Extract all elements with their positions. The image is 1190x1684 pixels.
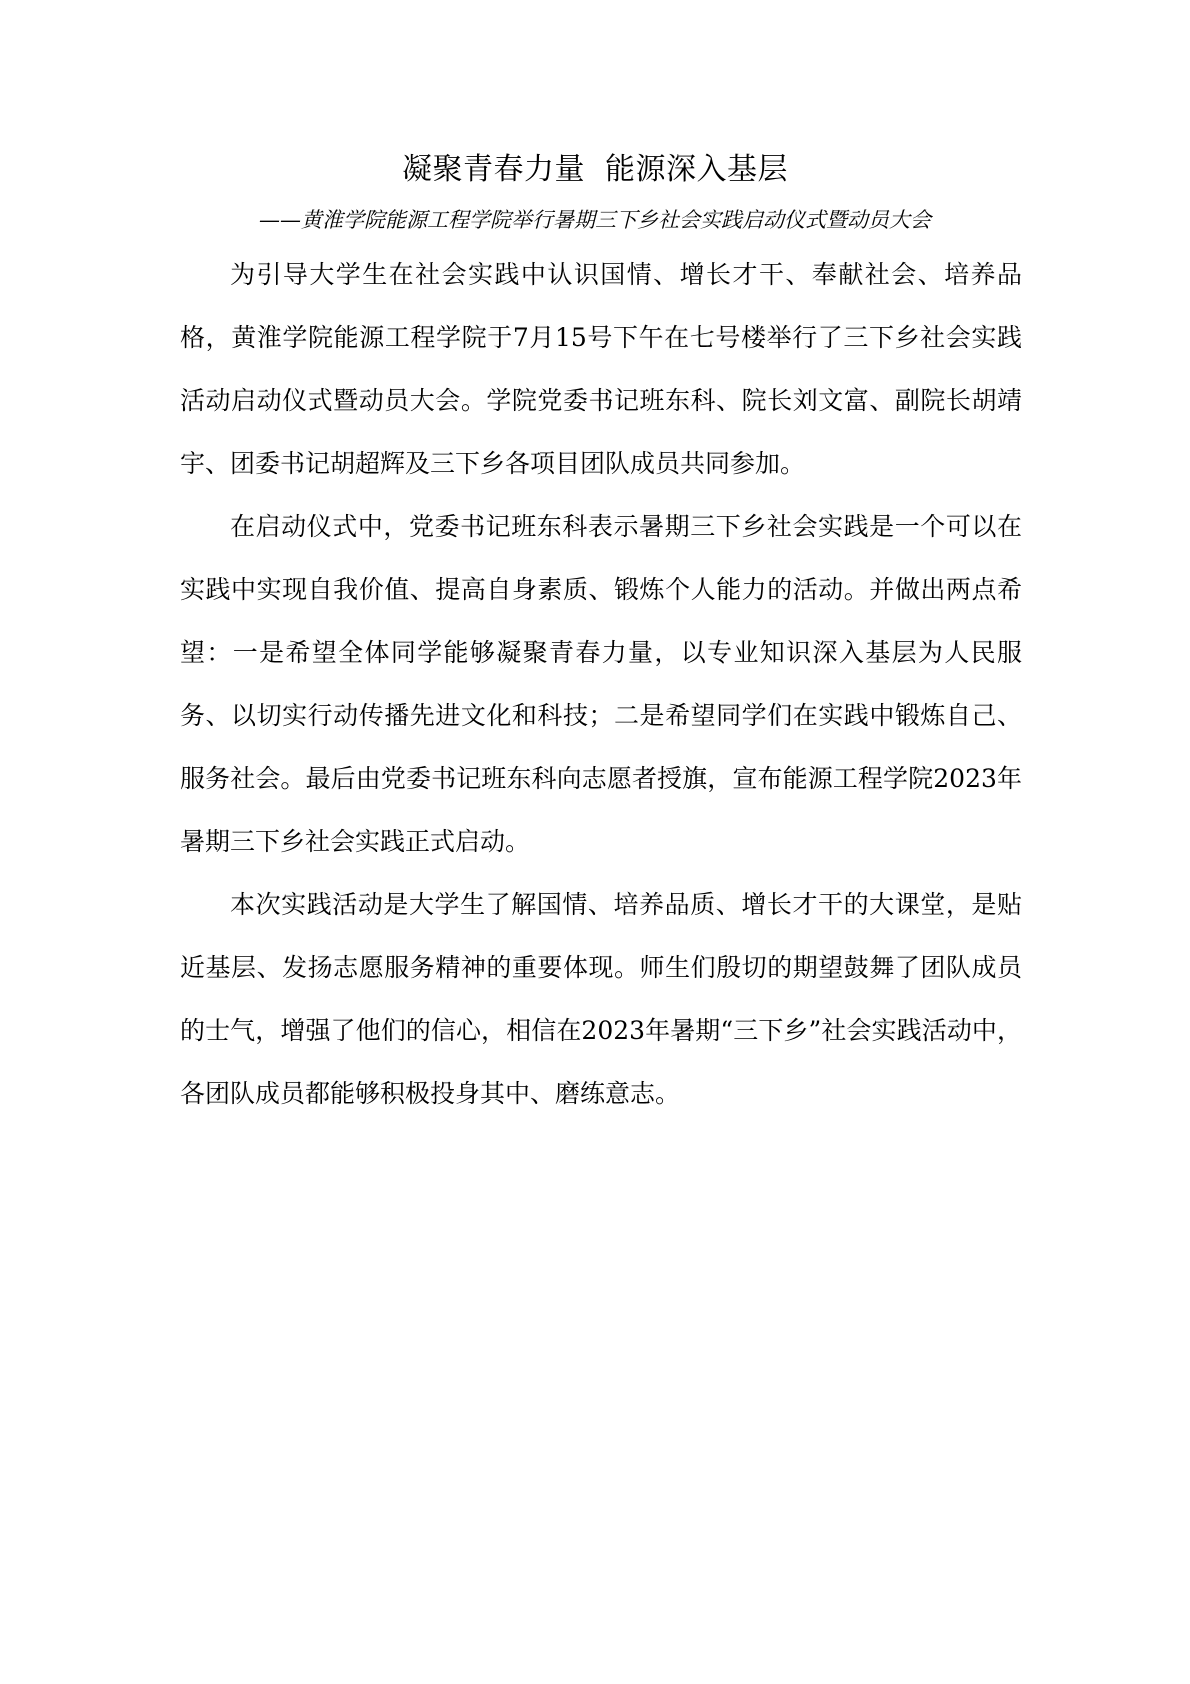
document-title: 凝聚青春力量 能源深入基层 (401, 152, 789, 187)
body-paragraph: 在启动仪式中，党委书记班东科表示暑期三下乡社会实践是一个可以在实践中实现自我价值、提高自身素质、锻炼个人能力的活动。并做出两点希望：一是希望全体同学能够凝聚青春力量，以专业知识深入基层为人民服务、以切实行动传播先进文化和科技；二是希望同学们在实践中锻炼自己、服务社会。最后由党委书记班东科向志愿者授旗，宣布能源工程学院2023年暑期三下乡社会实践正式启动。 (180, 512, 1022, 856)
body-paragraph: 为引导大学生在社会实践中认识国情、增长才干、奉献社会、培养品格，黄淮学院能源工程学院于7月15号下午在七号楼举行了三下乡社会实践活动启动仪式暨动员大会。学院党委书记班东科、院长刘文富、副院长胡靖宇、团委书记胡超辉及三下乡各项目团队成员共同参加。 (180, 260, 1022, 478)
body-paragraph: 本次实践活动是大学生了解国情、培养品质、增长才干的大课堂，是贴近基层、发扬志愿服务精神的重要体现。师生们殷切的期望鼓舞了团队成员的士气，增强了他们的信心，相信在2023年暑期“三下乡”社会实践活动中，各团队成员都能够积极投身其中、磨练意志。 (180, 890, 1022, 1108)
document-body (180, 243, 1022, 1125)
document-subtitle: ——黄淮学院能源工程学院举行暑期三下乡社会实践启动仪式暨动员大会 (259, 208, 931, 232)
